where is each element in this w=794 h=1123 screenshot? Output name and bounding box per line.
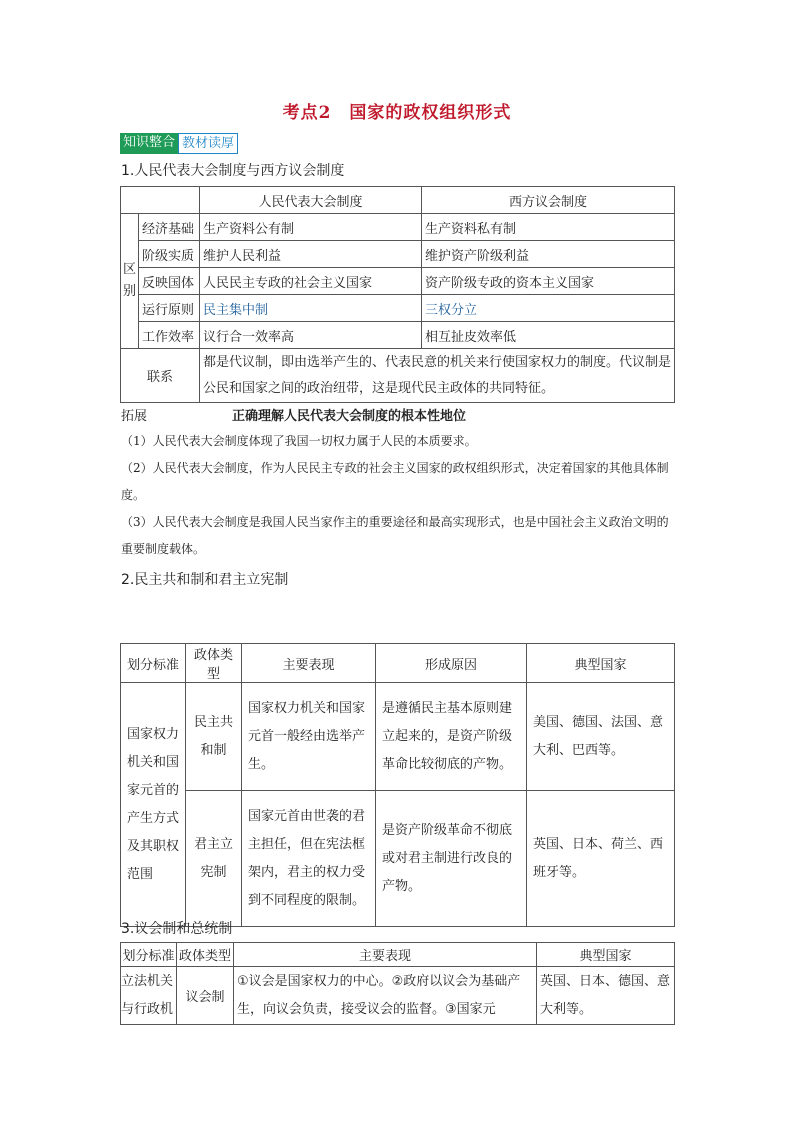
header-main: 主要表现 bbox=[234, 943, 537, 967]
npc-cell: 人民民主专政的社会主义国家 bbox=[200, 268, 422, 295]
header-main: 主要表现 bbox=[242, 644, 376, 683]
western-cell: 相互扯皮效率低 bbox=[422, 322, 675, 349]
header-countries: 典型国家 bbox=[537, 943, 675, 967]
western-cell: 三权分立 bbox=[422, 295, 675, 322]
comparison-table bbox=[120, 186, 675, 403]
header-type: 政体类型 bbox=[186, 644, 242, 683]
group-label: 区别 bbox=[121, 214, 139, 349]
npc-cell: 议行合一效率高 bbox=[200, 322, 422, 349]
npc-cell: 维护人民利益 bbox=[200, 241, 422, 268]
criterion-cell: 国家权力机关和国家元首的产生方式及其职权范围 bbox=[121, 683, 186, 927]
section1-heading: 1.人民代表大会制度与西方议会制度 bbox=[121, 163, 345, 179]
parliamentary-presidential-table bbox=[120, 942, 675, 1025]
badge-textbook: 教材读厚 bbox=[178, 133, 238, 154]
badge-knowledge: 知识整合 bbox=[120, 133, 178, 154]
header-western: 西方议会制度 bbox=[422, 187, 675, 214]
countries-cell: 英国、日本、德国、意大利等。 bbox=[537, 967, 675, 1025]
header-npc: 人民代表大会制度 bbox=[200, 187, 422, 214]
main-cell: 国家元首由世袭的君主担任，但在宪法框架内，君主的权力受到不同程度的限制。 bbox=[242, 791, 376, 927]
extension-item: （1）人民代表大会制度体现了我国一切权力属于人民的本质要求。 bbox=[121, 434, 477, 448]
type-cell: 议会制 bbox=[177, 967, 234, 1025]
extension-item: （3）人民代表大会制度是我国人民当家作主的重要途径和最高实现形式，也是中国社会主义政治文明的重要制度载体。 bbox=[121, 515, 669, 556]
section-badges bbox=[120, 133, 238, 154]
corner-cell bbox=[121, 187, 200, 214]
type-cell: 君主立宪制 bbox=[186, 791, 242, 927]
republic-monarchy-table bbox=[120, 643, 675, 927]
row-label: 反映国体 bbox=[139, 268, 200, 295]
criterion-cell: 立法机关与行政机 bbox=[121, 967, 177, 1025]
main-cell: ①议会是国家权力的中心。②政府以议会为基础产生，向议会负责，接受议会的监督。③国家元 bbox=[234, 967, 537, 1025]
countries-cell: 美国、德国、法国、意大利、巴西等。 bbox=[527, 683, 675, 791]
reason-cell: 是资产阶级革命不彻底或对君主制进行改良的产物。 bbox=[376, 791, 527, 927]
link-text: 都是代议制，即由选举产生的、代表民意的机关来行使国家权力的制度。代议制是公民和国家之间的政治纽带，这是现代民主政体的共同特征。 bbox=[200, 349, 675, 403]
header-criterion: 划分标准 bbox=[121, 644, 186, 683]
row-label: 运行原则 bbox=[139, 295, 200, 322]
extension-heading: 正确理解人民代表大会制度的根本性地位 bbox=[232, 409, 467, 424]
npc-cell: 生产资料公有制 bbox=[200, 214, 422, 241]
page-title: 考点2 国家的政权组织形式 bbox=[282, 103, 512, 123]
western-cell: 生产资料私有制 bbox=[422, 214, 675, 241]
section3-heading: 3.议会制和总统制 bbox=[121, 921, 233, 937]
extension-item: （2）人民代表大会制度，作为人民民主专政的社会主义国家的政权组织形式，决定着国家的其他具体制度。 bbox=[121, 461, 669, 502]
link-label: 联系 bbox=[121, 349, 200, 403]
main-cell: 国家权力机关和国家元首一般经由选举产生。 bbox=[242, 683, 376, 791]
reason-cell: 是遵循民主基本原则建立起来的，是资产阶级革命比较彻底的产物。 bbox=[376, 683, 527, 791]
row-label: 经济基础 bbox=[139, 214, 200, 241]
header-reason: 形成原因 bbox=[376, 644, 527, 683]
header-type: 政体类型 bbox=[177, 943, 234, 967]
header-criterion: 划分标准 bbox=[121, 943, 177, 967]
npc-cell: 民主集中制 bbox=[200, 295, 422, 322]
western-cell: 资产阶级专政的资本主义国家 bbox=[422, 268, 675, 295]
countries-cell: 英国、日本、荷兰、西班牙等。 bbox=[527, 791, 675, 927]
header-countries: 典型国家 bbox=[527, 644, 675, 683]
extension-label: 拓展 bbox=[121, 409, 148, 424]
row-label: 工作效率 bbox=[139, 322, 200, 349]
western-cell: 维护资产阶级利益 bbox=[422, 241, 675, 268]
row-label: 阶级实质 bbox=[139, 241, 200, 268]
type-cell: 民主共和制 bbox=[186, 683, 242, 791]
section2-heading: 2.民主共和制和君主立宪制 bbox=[121, 572, 289, 588]
